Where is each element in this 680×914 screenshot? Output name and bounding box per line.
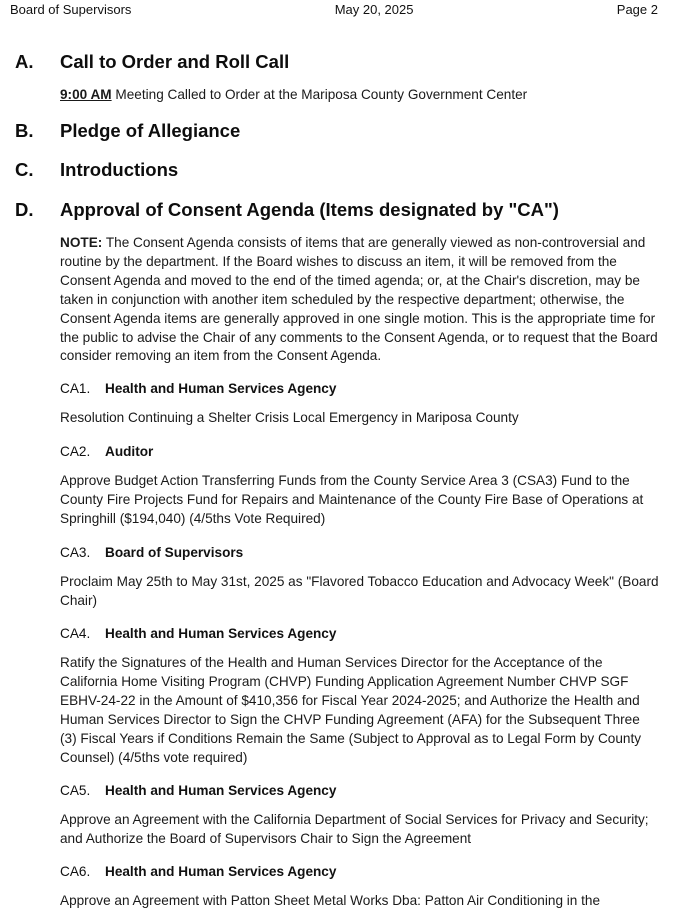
header-page-number: Page 2 xyxy=(616,2,658,17)
consent-item-description: Proclaim May 25th to May 31st, 2025 as "Flavored Tobacco Education and Advocacy Week" (Board Chair) xyxy=(60,574,659,608)
consent-item-heading xyxy=(60,625,336,643)
running-header xyxy=(10,2,658,18)
section-a-heading xyxy=(15,50,289,74)
consent-item-heading xyxy=(60,380,336,398)
consent-item-description: Approve an Agreement with Patton Sheet Metal Works Dba: Patton Air Conditioning in the xyxy=(60,893,601,908)
section-c-heading xyxy=(15,158,178,182)
section-letter: A. xyxy=(15,51,34,72)
consent-item-description: Approve an Agreement with the California Department of Social Services for Privacy and Security; and Authorize the Board of Supervisors Chair to Sign the Agreement xyxy=(60,812,649,846)
consent-item-number: CA6. xyxy=(60,864,91,879)
consent-item-heading xyxy=(60,443,153,461)
consent-item-department: Board of Supervisors xyxy=(105,545,244,560)
consent-item-heading xyxy=(60,782,336,800)
consent-item-department: Health and Human Services Agency xyxy=(105,783,337,798)
section-title: Pledge of Allegiance xyxy=(60,120,241,141)
section-title: Approval of Consent Agenda (Items designated by "CA") xyxy=(60,199,559,220)
section-letter: D. xyxy=(15,199,34,220)
call-to-order-line xyxy=(60,86,660,105)
consent-item-department: Health and Human Services Agency xyxy=(105,381,337,396)
consent-item-description: Resolution Continuing a Shelter Crisis Local Emergency in Mariposa County xyxy=(60,410,519,425)
consent-item-description: Approve Budget Action Transferring Funds from the County Service Area 3 (CSA3) Fund to the County Fire Projects Fund for Repairs and Maintenance of the County Fire Base of Operations at Springhill ($194,040) (4/5ths Vote Required) xyxy=(60,473,644,526)
call-to-order-text: Meeting Called to Order at the Mariposa County Government Center xyxy=(111,87,528,102)
section-d-heading xyxy=(15,198,559,222)
section-letter: B. xyxy=(15,120,34,141)
header-date: May 20, 2025 xyxy=(334,2,414,17)
consent-item-description: Ratify the Signatures of the Health and Human Services Director for the Acceptance of the California Home Visiting Program (CHVP) Funding Application Agreement Number CHVP SGF EBHV-24-22 in the Amount of $410,356 for Fiscal Year 2024-2025; and Authorize the Health and Human Services Director to Sign the CHVP Funding Agreement (AFA) for the Subsequent Three (3) Fiscal Years if Conditions Remain the Same (Subject to Approval as to Legal Form by County Counsel) (4/5ths vote required) xyxy=(60,655,642,765)
consent-item-number: CA2. xyxy=(60,444,91,459)
note-label: NOTE: xyxy=(60,235,103,250)
consent-item-department: Health and Human Services Agency xyxy=(105,864,337,879)
consent-item-number: CA3. xyxy=(60,545,91,560)
consent-item-number: CA5. xyxy=(60,783,91,798)
consent-agenda-note xyxy=(60,234,660,366)
section-title: Call to Order and Roll Call xyxy=(60,51,290,72)
consent-item-number: CA4. xyxy=(60,626,91,641)
consent-item-heading xyxy=(60,863,336,881)
consent-item-department: Auditor xyxy=(105,444,154,459)
meeting-time: 9:00 AM xyxy=(60,87,112,102)
note-text: The Consent Agenda consists of items that are generally viewed as non-controversial and routine by the department. If the Board wishes to discuss an item, it will be removed from the Consent Agenda and moved to the end of the timed agenda; or, at the Chair's discretion, may be taken in conjunction with another item scheduled by the respective department; otherwise, the Consent Agenda items are generally approved in one single motion. This is the appropriate time for the public to advise the Chair of any comments to the Consent Agenda, or to request that the Board consider removing an item from the Consent Agenda. xyxy=(60,235,658,364)
section-b-heading xyxy=(15,119,240,143)
section-title: Introductions xyxy=(60,159,179,180)
consent-item-department: Health and Human Services Agency xyxy=(105,626,337,641)
header-board-name: Board of Supervisors xyxy=(10,2,132,17)
consent-item-heading xyxy=(60,544,243,562)
consent-item-number: CA1. xyxy=(60,381,91,396)
section-letter: C. xyxy=(15,159,34,180)
